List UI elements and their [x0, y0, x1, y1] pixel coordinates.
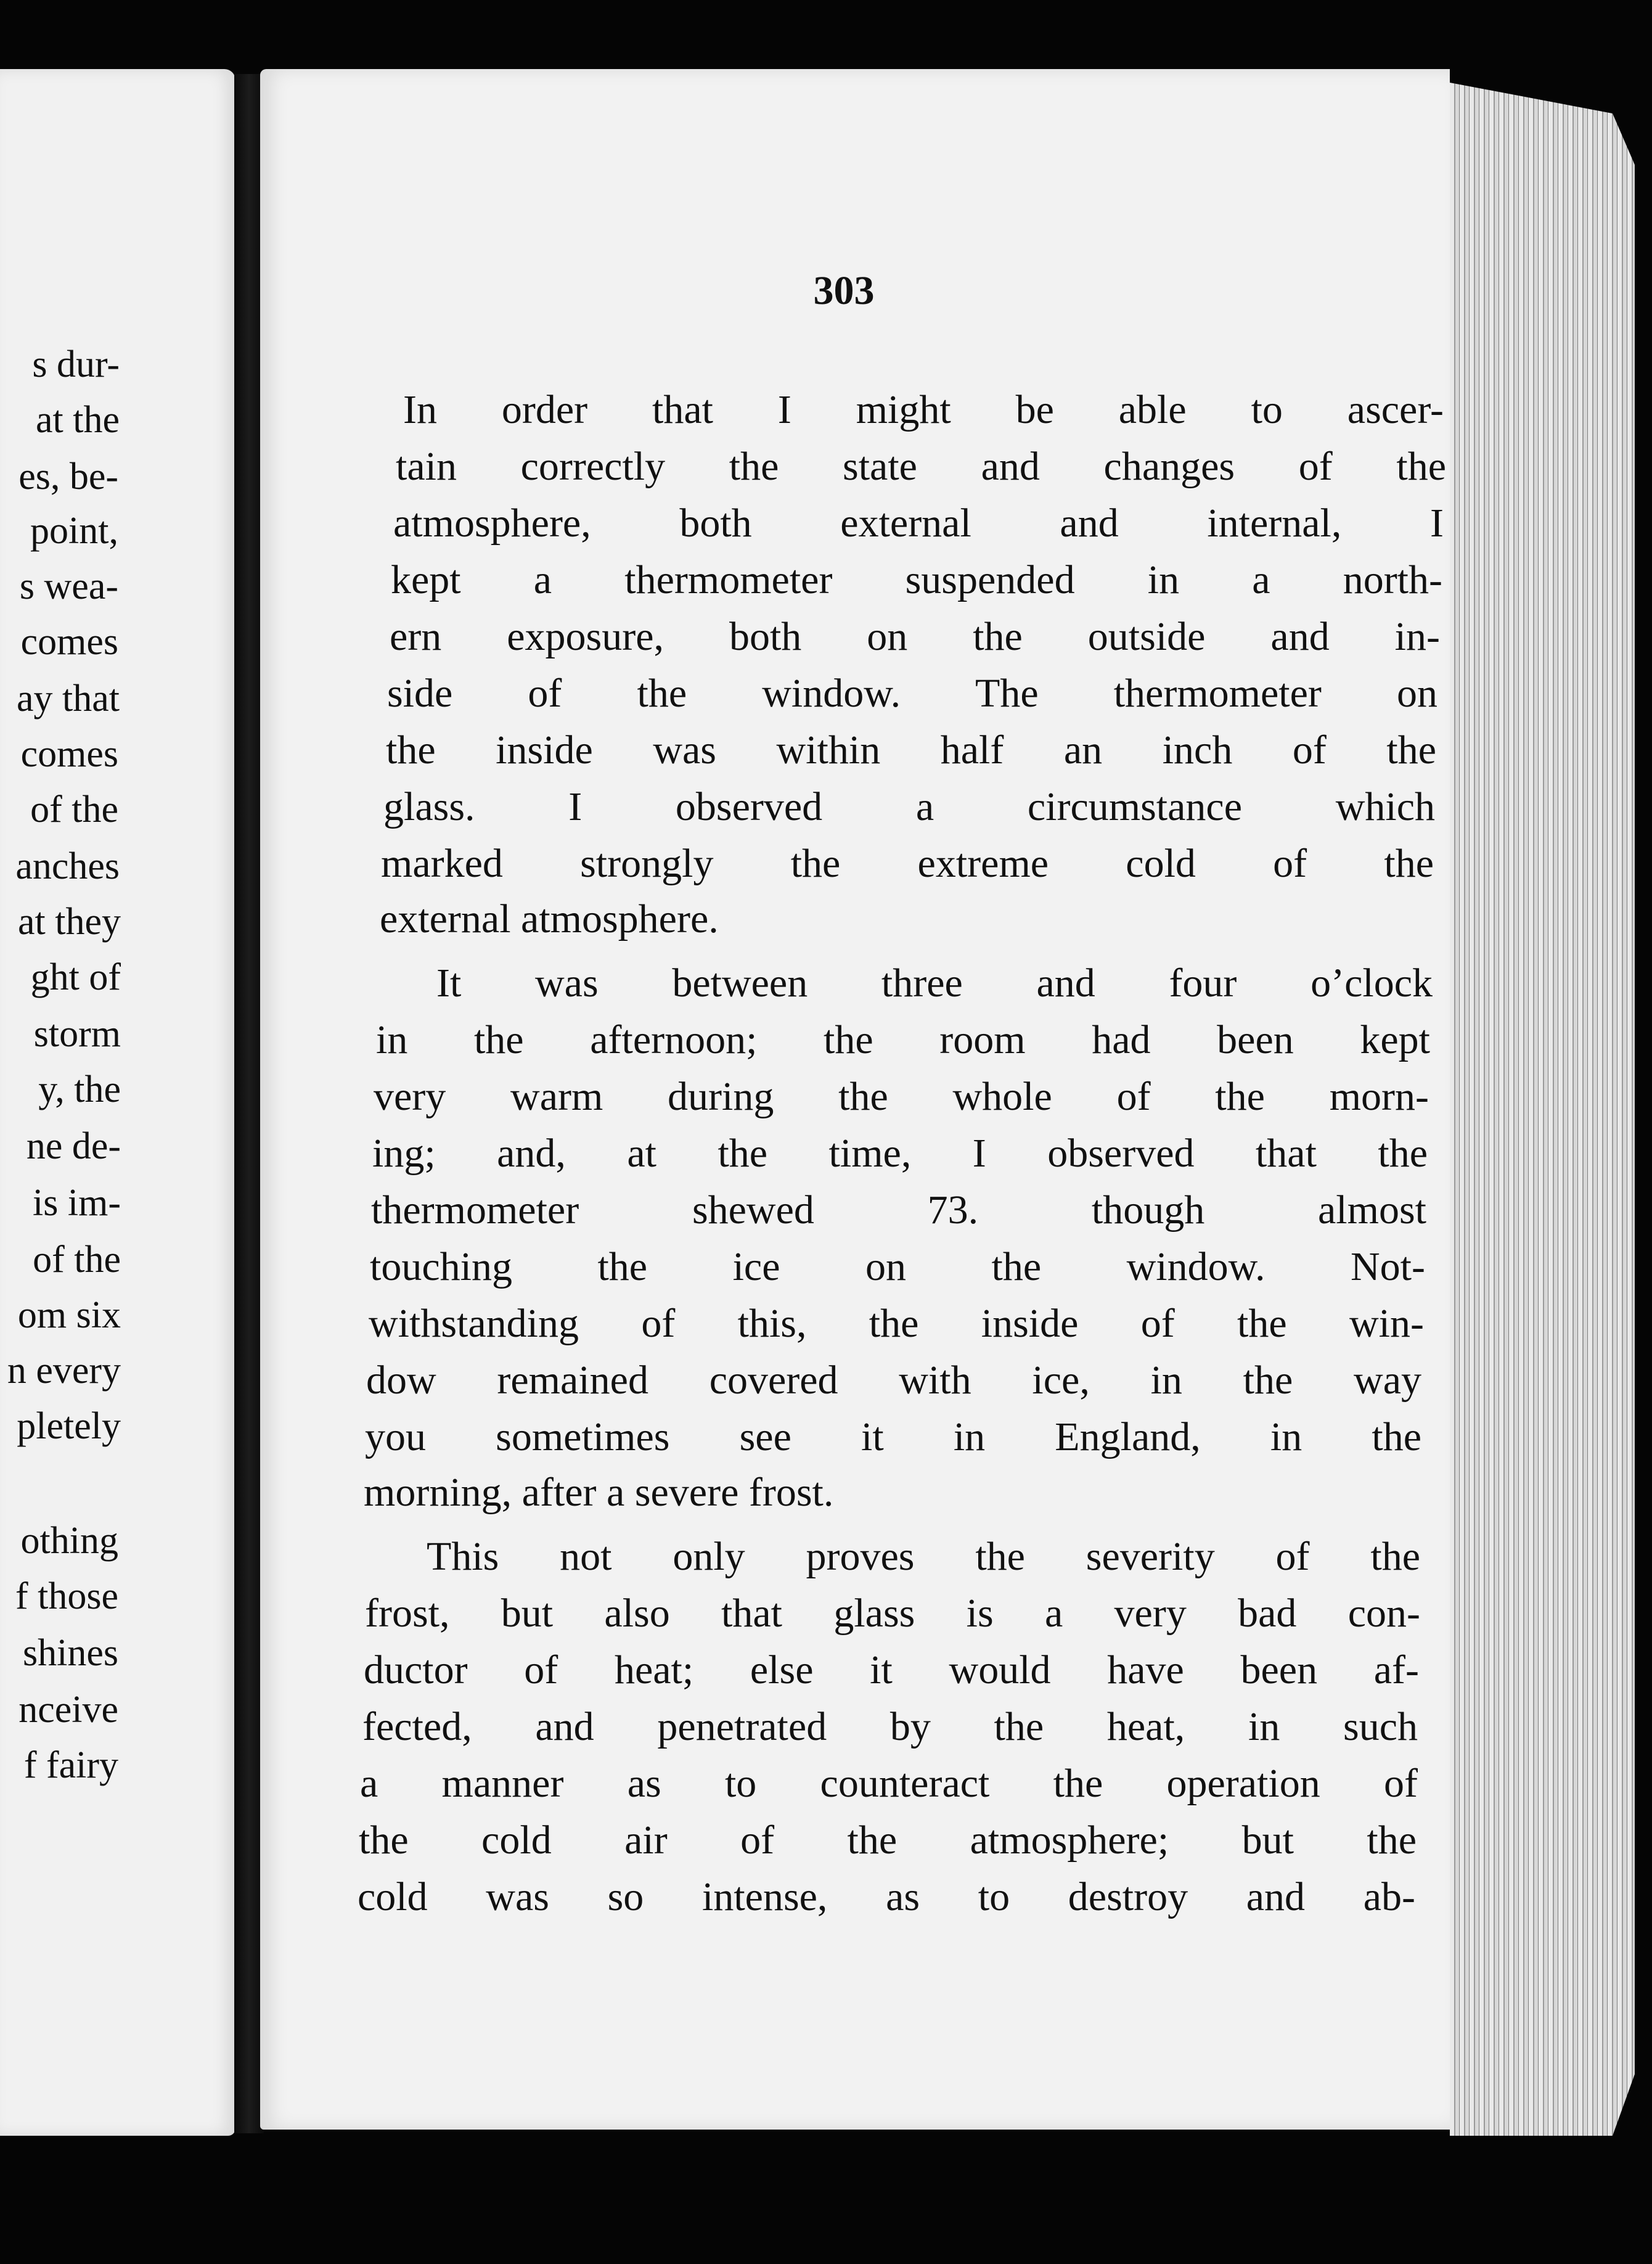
text-line: dow remained covered with ice, in the way [366, 1358, 1421, 1403]
left-page [0, 69, 235, 2136]
left-page-line: ght of [30, 956, 121, 998]
text-line: frost, but also that glass is a very bad con- [365, 1591, 1420, 1636]
left-page-line: pletely [17, 1405, 121, 1447]
left-page-line: of the [30, 789, 118, 831]
left-page-line: at they [18, 901, 121, 943]
text-line: a manner as to counteract the operation of [360, 1761, 1418, 1806]
left-page-line: om six [17, 1294, 121, 1336]
left-page-line: ay that [17, 678, 120, 720]
text-line: kept a thermometer suspended in a north- [391, 557, 1442, 602]
text-line: ductor of heat; else it would have been af- [364, 1647, 1419, 1692]
text-line: tain correctly the state and changes of the [396, 444, 1446, 489]
text-line: touching the ice on the window. Not- [370, 1244, 1425, 1289]
left-page-line: of the [33, 1239, 121, 1281]
left-page-line: y, the [38, 1068, 121, 1110]
text-line: very warm during the whole of the morn- [374, 1074, 1429, 1119]
right-page [260, 69, 1450, 2130]
left-page-line: s wea- [19, 565, 118, 607]
text-line: you sometimes see it in England, in the [365, 1414, 1421, 1459]
text-line: external atmosphere. [380, 896, 719, 941]
left-page-line: f those [15, 1575, 118, 1617]
text-line: withstanding of this, the inside of the win- [369, 1301, 1424, 1346]
left-page-line: ne de- [26, 1125, 121, 1167]
text-line: ing; and, at the time, I observed that the [372, 1131, 1428, 1176]
text-line: glass. I observed a circumstance which [383, 784, 1435, 829]
left-page-line: storm [33, 1013, 121, 1055]
left-page-line: is im- [33, 1182, 121, 1224]
text-line: ern exposure, both on the outside and in- [390, 614, 1440, 659]
left-page-line: shines [23, 1632, 118, 1674]
text-line: the inside was within half an inch of the [386, 728, 1436, 773]
text-line: cold was so intense, as to destroy and ab- [358, 1874, 1415, 1919]
left-page-line: f fairy [23, 1744, 118, 1786]
text-line: In order that I might be able to ascer- [403, 387, 1444, 432]
left-page-line: comes [20, 621, 118, 663]
left-page-line: n every [7, 1350, 121, 1392]
left-page-line: anches [15, 845, 120, 887]
text-line: atmosphere, both external and internal, I [393, 501, 1444, 546]
text-line: thermometer shewed 73. though almost [371, 1187, 1426, 1232]
text-line: marked strongly the extreme cold of the [381, 841, 1434, 886]
text-line: It was between three and four o’clock [436, 961, 1433, 1006]
page-number: 303 [813, 268, 875, 313]
left-page-line: othing [20, 1520, 118, 1562]
left-page-line: nceive [18, 1689, 118, 1731]
left-page-line: point, [30, 510, 118, 552]
text-line: in the afternoon; the room had been kept [376, 1017, 1430, 1062]
text-line: morning, after a severe frost. [364, 1470, 834, 1515]
left-page-line: comes [20, 733, 118, 775]
book-gutter [234, 74, 264, 2133]
text-line: fected, and penetrated by the heat, in such [362, 1704, 1418, 1749]
text-line: This not only proves the severity of the [427, 1534, 1420, 1579]
page-edges [1450, 83, 1635, 2136]
text-line: the cold air of the atmosphere; but the [359, 1818, 1417, 1863]
left-page-line: at the [36, 399, 120, 441]
left-page-line: es, be- [18, 456, 118, 498]
text-line: side of the window. The thermometer on [387, 671, 1437, 716]
left-page-line: s dur- [32, 343, 120, 385]
